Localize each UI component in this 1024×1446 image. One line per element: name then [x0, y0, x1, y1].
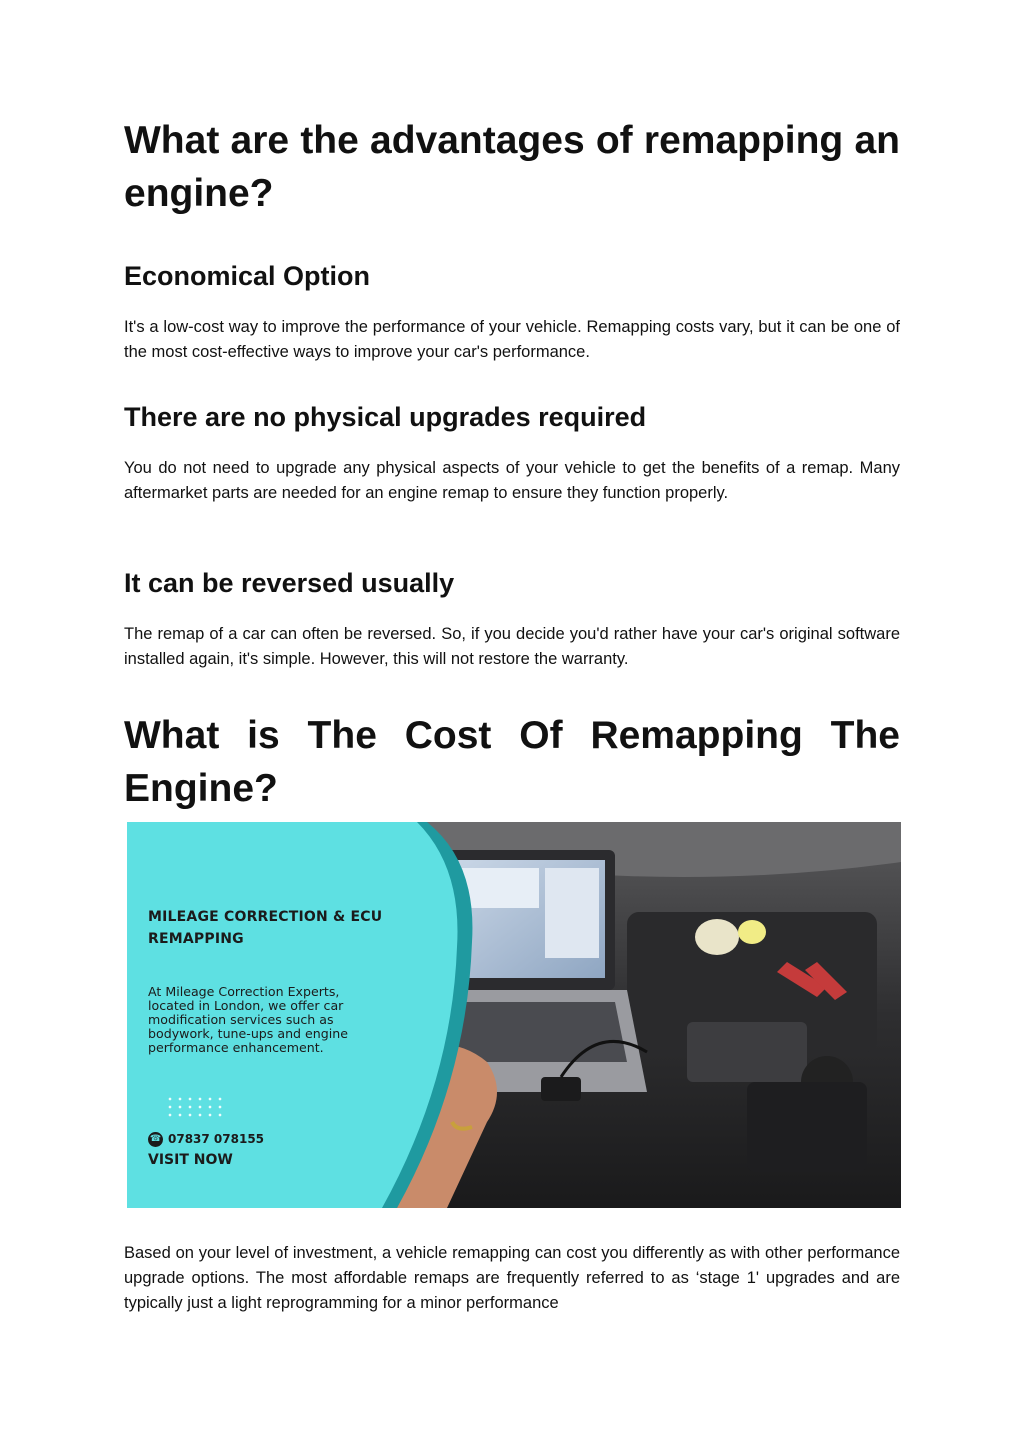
- banner-title: MILEAGE CORRECTION & ECU REMAPPING: [148, 909, 383, 947]
- paragraph-reversible: The remap of a car can often be reversed. So, if you decide you'd rather have your car's original software installed again, it's simple. However, this will not restore the warranty.: [124, 625, 900, 668]
- banner-phone-number: 07837 078155: [168, 1132, 265, 1146]
- subheading-no-physical-upgrades: There are no physical upgrades required: [124, 402, 647, 432]
- banner-phone: [148, 1131, 388, 1147]
- phone-icon: ☎: [148, 1132, 163, 1147]
- promo-banner-image: [127, 822, 901, 1208]
- section-heading-cost: What is The Cost Of Remapping The Engine?: [124, 714, 900, 810]
- section-heading-advantages: What are the advantages of remapping an engine?: [124, 119, 900, 215]
- paragraph-no-physical-upgrades: You do not need to upgrade any physical aspects of your vehicle to get the benefits of a remap. Many aftermarket parts are needed for an engine remap to ensure they function properly.: [124, 459, 900, 502]
- paragraph-economical-option: It's a low-cost way to improve the performance of your vehicle. Remapping costs vary, but it can be one of the most cost-effective ways to improve your car's performance.: [124, 318, 900, 361]
- dot-pattern: [165, 1095, 225, 1121]
- banner-description: At Mileage Correction Experts, located in London, we offer car modification services such as bodywork, tune-ups and engine performance enhancement.: [148, 984, 349, 1055]
- subheading-reversible: It can be reversed usually: [124, 568, 455, 598]
- subheading-economical-option: Economical Option: [124, 261, 371, 291]
- paragraph-cost: Based on your level of investment, a vehicle remapping can cost you differently as with other performance upgrade options. The most affordable remaps are frequently referred to as ‘stage 1' upgrades and are typically just a light reprogramming for a minor performance: [124, 1244, 900, 1312]
- banner-visit-now: VISIT NOW: [148, 1152, 233, 1168]
